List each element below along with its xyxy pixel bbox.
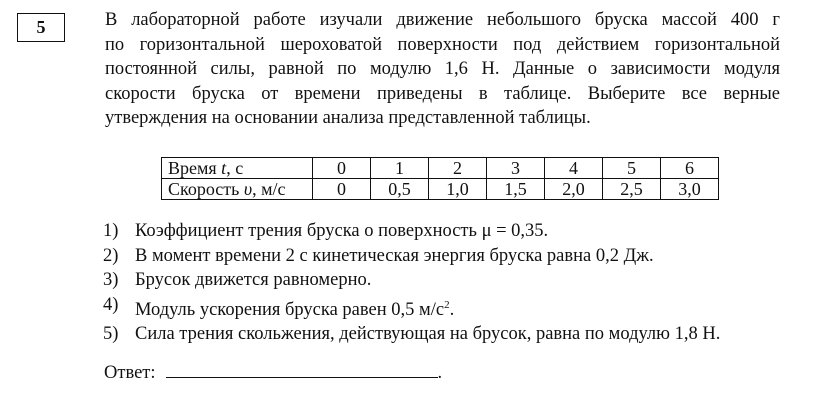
time-cell: 5 bbox=[603, 158, 661, 179]
option-text: Сила трения скольжения, действующая на брусок, равна по модулю 1,8 Н. bbox=[135, 324, 721, 345]
time-cell: 1 bbox=[371, 158, 429, 179]
option-text: Коэффициент трения бруска о поверхность μ = 0,35. bbox=[135, 221, 549, 241]
option-5 bbox=[103, 322, 720, 347]
task-text-line: постоянной силы, равной по модулю 1,6 Н. Данные о зависимости модуля bbox=[105, 59, 780, 79]
option-number: 5) bbox=[103, 324, 119, 345]
speed-cell: 1,0 bbox=[429, 179, 487, 200]
option-number: 4) bbox=[103, 294, 119, 315]
task-text-line: утверждения на основании анализа представленной таблицы. bbox=[105, 108, 591, 128]
speed-cell: 0 bbox=[313, 179, 371, 200]
speed-cell: 2,0 bbox=[545, 179, 603, 200]
time-cell: 2 bbox=[429, 158, 487, 179]
option-text: В момент времени 2 с кинетическая энергия бруска равна 0,2 Дж. bbox=[135, 245, 654, 266]
option-number: 1) bbox=[103, 221, 119, 241]
option-3 bbox=[103, 268, 720, 293]
time-cell: 0 bbox=[313, 158, 371, 179]
answer-label: Ответ: bbox=[104, 363, 156, 383]
time-cell: 6 bbox=[661, 158, 719, 179]
option-4 bbox=[103, 293, 720, 323]
speed-row-header: Скорость υ, м/с bbox=[162, 179, 313, 200]
answer-end: . bbox=[437, 363, 443, 383]
table-row-time bbox=[162, 158, 719, 179]
option-number: 3) bbox=[103, 270, 119, 290]
table-row-speed bbox=[162, 179, 719, 200]
task-text-line: скорости бруска от времени приведены в таблице. Выберите все верные bbox=[105, 83, 780, 104]
option-1 bbox=[103, 219, 720, 244]
answer-options bbox=[103, 219, 720, 347]
task-number-box bbox=[17, 13, 65, 42]
task-text-line: В лабораторной работе изучали движение небольшого бруска массой 400 г bbox=[105, 10, 780, 30]
time-row-header: Время t, с bbox=[162, 158, 313, 179]
option-text: Брусок движется равномерно. bbox=[135, 270, 372, 290]
task-text-line: по горизонтальной шероховатой поверхности под действием горизонтальной bbox=[105, 34, 780, 55]
task-number: 5 bbox=[36, 17, 46, 37]
speed-cell: 2,5 bbox=[603, 179, 661, 200]
time-cell: 3 bbox=[487, 158, 545, 179]
answer-line bbox=[104, 361, 442, 384]
speed-cell: 1,5 bbox=[487, 179, 545, 200]
speed-cell: 3,0 bbox=[661, 179, 719, 200]
answer-field[interactable] bbox=[166, 361, 438, 378]
option-2 bbox=[103, 244, 720, 269]
speed-cell: 0,5 bbox=[371, 179, 429, 200]
time-cell: 4 bbox=[545, 158, 603, 179]
option-number: 2) bbox=[103, 245, 119, 266]
task-text bbox=[105, 8, 780, 131]
data-table bbox=[161, 157, 719, 200]
option-text: Модуль ускорения бруска равен 0,5 $м/с^2$. bbox=[135, 298, 455, 320]
